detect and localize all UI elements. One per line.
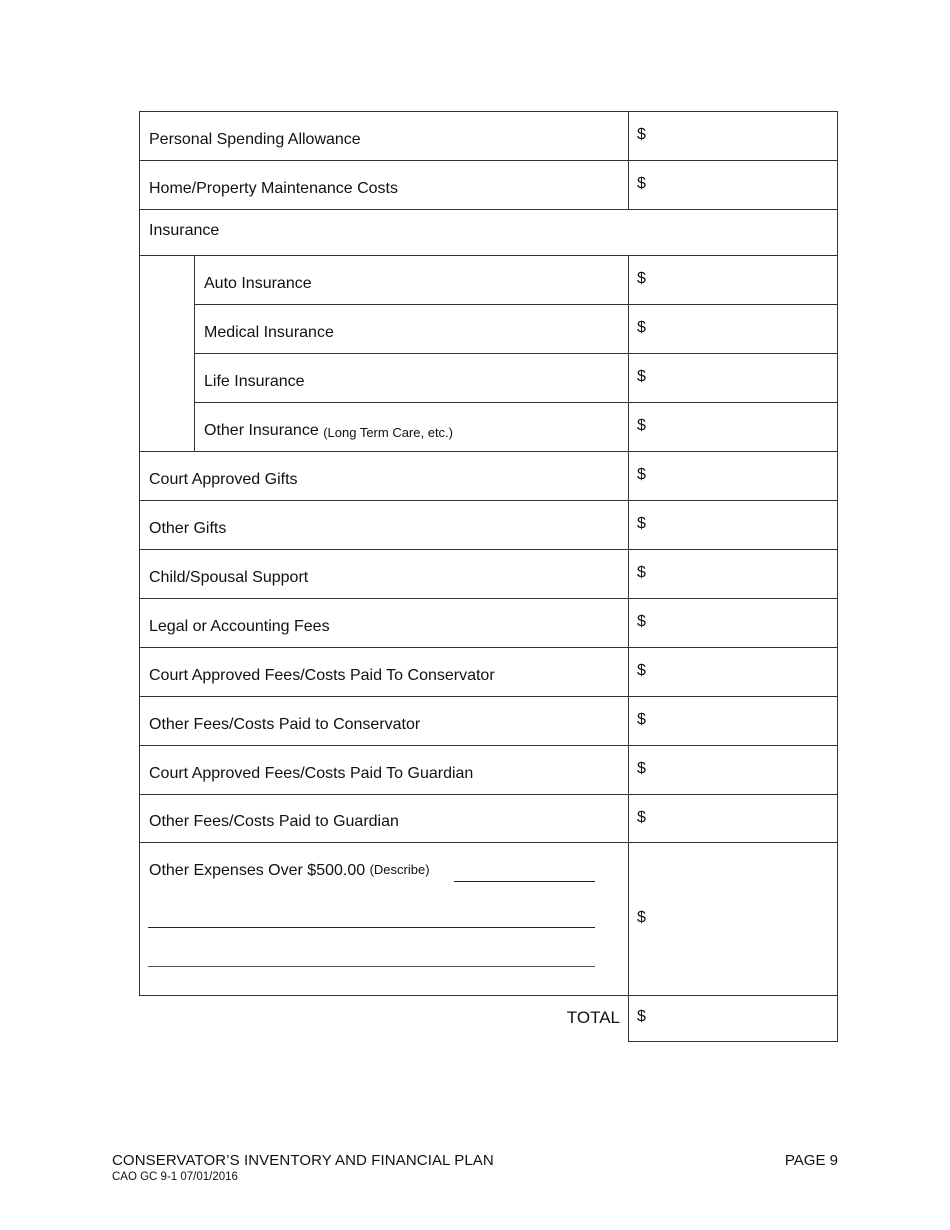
row-label: Medical Insurance [195, 305, 628, 354]
section-header-insurance: Insurance [139, 210, 838, 256]
total-amount-field[interactable]: $ [628, 996, 838, 1042]
describe-line[interactable] [148, 927, 595, 928]
amount-field[interactable]: $ [628, 599, 838, 648]
amount-field[interactable]: $ [628, 843, 838, 996]
table-row [139, 501, 838, 550]
row-label: Other Insurance (Long Term Care, etc.) [195, 403, 628, 452]
row-label: Other Gifts [139, 501, 628, 550]
section-header-row [139, 210, 838, 256]
row-label: Home/Property Maintenance Costs [139, 161, 628, 210]
describe-line[interactable] [148, 966, 595, 967]
table-row [139, 452, 838, 501]
table-row [139, 795, 838, 843]
amount-field[interactable]: $ [628, 746, 838, 795]
row-label: Auto Insurance [195, 256, 628, 305]
amount-field[interactable]: $ [628, 550, 838, 599]
amount-field[interactable]: $ [628, 403, 838, 452]
table-row [139, 648, 838, 697]
table-row [139, 843, 838, 996]
amount-field[interactable]: $ [628, 452, 838, 501]
row-label: Other Expenses Over $500.00 (Describe) [139, 843, 628, 996]
row-label: Other Fees/Costs Paid to Guardian [139, 795, 628, 843]
amount-field[interactable]: $ [628, 795, 838, 843]
table-row [139, 161, 838, 210]
amount-field[interactable]: $ [628, 697, 838, 746]
amount-field[interactable]: $ [628, 501, 838, 550]
table-row [139, 354, 838, 403]
row-label: Legal or Accounting Fees [139, 599, 628, 648]
row-label: Court Approved Fees/Costs Paid To Guardian [139, 746, 628, 795]
row-label: Court Approved Fees/Costs Paid To Conservator [139, 648, 628, 697]
total-label: TOTAL [566, 1008, 620, 1027]
table-row [139, 256, 838, 305]
table-row [139, 550, 838, 599]
row-label: Other Fees/Costs Paid to Conservator [139, 697, 628, 746]
row-note: (Describe) [369, 862, 430, 877]
footer [112, 1152, 494, 1183]
amount-field[interactable]: $ [628, 354, 838, 403]
page-number: PAGE 9 [784, 1152, 838, 1169]
total-label-cell [139, 996, 628, 1042]
row-label: Personal Spending Allowance [139, 111, 628, 161]
footer-title: CONSERVATOR’S INVENTORY AND FINANCIAL PLAN [112, 1152, 494, 1169]
table-row [139, 599, 838, 648]
amount-field[interactable]: $ [628, 256, 838, 305]
row-note: (Long Term Care, etc.) [323, 425, 453, 440]
row-label: Court Approved Gifts [139, 452, 628, 501]
table-row [139, 746, 838, 795]
table-row [139, 111, 838, 161]
total-row [139, 996, 838, 1042]
amount-field[interactable]: $ [628, 111, 838, 161]
amount-field[interactable]: $ [628, 305, 838, 354]
row-label: Child/Spousal Support [139, 550, 628, 599]
row-label: Life Insurance [195, 354, 628, 403]
footer-form-code: CAO GC 9-1 07/01/2016 [112, 1171, 238, 1183]
table-row [139, 305, 838, 354]
table-row [139, 697, 838, 746]
describe-line[interactable] [454, 881, 595, 882]
amount-field[interactable]: $ [628, 648, 838, 697]
amount-field[interactable]: $ [628, 161, 838, 210]
table-row [139, 403, 838, 452]
